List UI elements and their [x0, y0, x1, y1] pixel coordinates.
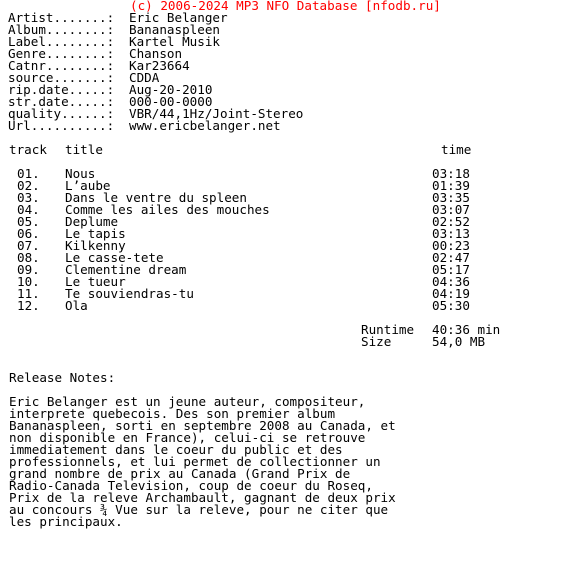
- info-value-url[interactable]: www.ericbelanger.net: [129, 118, 281, 133]
- info-label-rip-date: rip.date.....:: [8, 82, 115, 97]
- release-notes-line: grand nombre de prix au Canada (Grand Prix de: [9, 466, 351, 481]
- track-time: 03:18: [432, 166, 470, 181]
- track-title: Dans le ventre du spleen: [65, 190, 247, 205]
- track-number: 09.: [17, 262, 40, 277]
- track-number: 03.: [17, 190, 40, 205]
- track-number: 01.: [17, 166, 40, 181]
- track-title: Le tapis: [65, 226, 126, 241]
- track-title: L’aube: [65, 178, 111, 193]
- track-title: Deplume: [65, 214, 119, 229]
- info-label-album: Album........:: [8, 22, 115, 37]
- info-label-label: Label........:: [8, 34, 115, 49]
- info-label-genre: Genre........:: [8, 46, 115, 61]
- info-value-rip-date: Aug-20-2010: [129, 82, 213, 97]
- tracklist-header-time: time: [441, 142, 472, 157]
- info-value-catnr: Kar23664: [129, 58, 190, 73]
- track-number: 05.: [17, 214, 40, 229]
- info-value-genre: Chanson: [129, 46, 183, 61]
- release-notes-line: au concours ¾ Vue sur la releve, pour ne citer que: [9, 502, 389, 517]
- release-notes-line: Bananaspleen, sorti en septembre 2008 au Canada, et: [9, 418, 396, 433]
- track-time: 03:13: [432, 226, 470, 241]
- track-time: 04:36: [432, 274, 470, 289]
- release-notes-heading: Release Notes:: [9, 370, 116, 385]
- tracklist-header-title: title: [65, 142, 103, 157]
- nfo-banner: (c) 2006-2024 MP3 NFO Database [nfodb.ru]: [130, 0, 441, 13]
- tracklist-header-track: track: [9, 142, 47, 157]
- track-title: Clementine dream: [65, 262, 187, 277]
- track-number: 02.: [17, 178, 40, 193]
- track-title: Kilkenny: [65, 238, 126, 253]
- release-notes-line: interprete quebecois. Des son premier album: [9, 406, 336, 421]
- size-label: Size: [361, 334, 392, 349]
- track-title: Nous: [65, 166, 96, 181]
- track-time: 03:07: [432, 202, 470, 217]
- info-value-label: Kartel Musik: [129, 34, 220, 49]
- release-notes-line: immediatement dans le coeur du public et des: [9, 442, 343, 457]
- track-time: 02:47: [432, 250, 470, 265]
- size-value: 54,0 MB: [432, 334, 486, 349]
- track-number: 10.: [17, 274, 40, 289]
- track-number: 06.: [17, 226, 40, 241]
- info-label-url: Url..........:: [8, 118, 115, 133]
- track-title: Te souviendras-tu: [65, 286, 194, 301]
- track-number: 11.: [17, 286, 40, 301]
- info-label-quality: quality......:: [8, 106, 115, 121]
- release-notes-line: les principaux.: [9, 514, 123, 529]
- release-notes-line: professionnels, et lui permet de collectionner un: [9, 454, 381, 469]
- track-number: 08.: [17, 250, 40, 265]
- info-value-quality: VBR/44,1Hz/Joint-Stereo: [129, 106, 304, 121]
- release-notes-line: non disponible en France), celui-ci se retrouve: [9, 430, 366, 445]
- track-time: 01:39: [432, 178, 470, 193]
- info-label-source: source.......:: [8, 70, 115, 85]
- info-value-source: CDDA: [129, 70, 160, 85]
- track-time: 05:30: [432, 298, 470, 313]
- track-title: Le casse-tete: [65, 250, 164, 265]
- track-time: 03:35: [432, 190, 470, 205]
- track-time: 04:19: [432, 286, 470, 301]
- track-time: 02:52: [432, 214, 470, 229]
- release-notes-line: Eric Belanger est un jeune auteur, compositeur,: [9, 394, 366, 409]
- track-title: Ola: [65, 298, 88, 313]
- track-title: Le tueur: [65, 274, 126, 289]
- track-time: 05:17: [432, 262, 470, 277]
- info-value-artist: Eric Belanger: [129, 10, 228, 25]
- track-number: 04.: [17, 202, 40, 217]
- info-value-str-date: 000-00-0000: [129, 94, 213, 109]
- track-number: 12.: [17, 298, 40, 313]
- release-notes-line: Prix de la releve Archambault, gagnant de deux prix: [9, 490, 396, 505]
- release-notes-line: Radio-Canada Television, coup de coeur du Roseq,: [9, 478, 373, 493]
- track-time: 00:23: [432, 238, 470, 253]
- track-number: 07.: [17, 238, 40, 253]
- runtime-value: 40:36 min: [432, 322, 501, 337]
- runtime-label: Runtime: [361, 322, 415, 337]
- info-label-artist: Artist.......:: [8, 10, 115, 25]
- info-label-catnr: Catnr........:: [8, 58, 115, 73]
- track-title: Comme les ailes des mouches: [65, 202, 270, 217]
- info-label-str-date: str.date.....:: [8, 94, 115, 109]
- info-value-album: Bananaspleen: [129, 22, 220, 37]
